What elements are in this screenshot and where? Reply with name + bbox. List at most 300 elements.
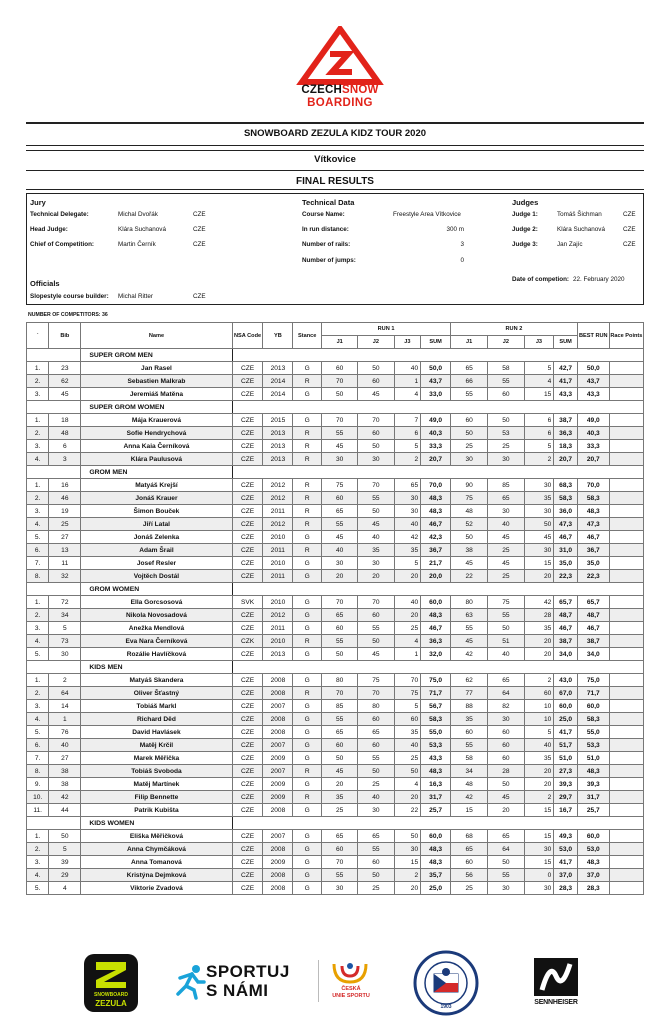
cell-r1sum: 20,0 bbox=[421, 570, 451, 583]
cell-stance: G bbox=[293, 713, 322, 726]
cell-r2j1: 15 bbox=[451, 804, 488, 817]
category-spacer bbox=[27, 349, 81, 362]
cell-r1j1: 35 bbox=[322, 791, 358, 804]
cell-rank: 3. bbox=[27, 856, 49, 869]
cell-r1j3: 65 bbox=[394, 479, 421, 492]
cell-r2j2: 58 bbox=[488, 362, 524, 375]
cell-r1j3: 50 bbox=[394, 765, 421, 778]
cell-r1j3: 5 bbox=[394, 557, 421, 570]
cell-best: 31,7 bbox=[577, 791, 609, 804]
judge-label: Judge 1: bbox=[512, 211, 538, 218]
cell-rank: 3. bbox=[27, 505, 49, 518]
cell-best: 20,7 bbox=[577, 453, 609, 466]
sponsor-divider bbox=[318, 960, 319, 1002]
cell-rank: 4. bbox=[27, 635, 49, 648]
cell-r2j1: 77 bbox=[451, 687, 488, 700]
cell-r2j3: 15 bbox=[524, 557, 554, 570]
cell-r1sum: 20,7 bbox=[421, 453, 451, 466]
jury-label: Head Judge: bbox=[30, 226, 68, 233]
cell-name: Jan Rasel bbox=[81, 362, 232, 375]
cell-r2j3: 0 bbox=[524, 869, 554, 882]
cell-r2sum: 67,0 bbox=[554, 687, 577, 700]
cell-yb: 2010 bbox=[263, 531, 293, 544]
category-row bbox=[27, 349, 644, 362]
cell-r1j1: 80 bbox=[322, 674, 358, 687]
category-spacer bbox=[232, 401, 643, 414]
cell-r2j3: 30 bbox=[524, 882, 554, 895]
cell-stance: R bbox=[293, 791, 322, 804]
cell-r1sum: 70,0 bbox=[421, 479, 451, 492]
cell-stance: G bbox=[293, 856, 322, 869]
cell-bib: 50 bbox=[49, 830, 81, 843]
cell-nsa: CZE bbox=[232, 440, 263, 453]
table-row bbox=[27, 427, 644, 440]
cell-points bbox=[609, 635, 643, 648]
cell-r2j1: 65 bbox=[451, 362, 488, 375]
cell-name: Anna Chymčáková bbox=[81, 843, 232, 856]
cell-r1j1: 55 bbox=[322, 635, 358, 648]
cell-rank: 1. bbox=[27, 830, 49, 843]
sportuj-s-nami-logo bbox=[174, 962, 314, 1002]
cell-r1sum: 16,3 bbox=[421, 778, 451, 791]
cell-best: 75,0 bbox=[577, 674, 609, 687]
cell-rank: 11. bbox=[27, 804, 49, 817]
cell-r1sum: 60,0 bbox=[421, 596, 451, 609]
cell-bib: 3 bbox=[49, 453, 81, 466]
table-row bbox=[27, 414, 644, 427]
cell-yb: 2012 bbox=[263, 518, 293, 531]
cell-points bbox=[609, 453, 643, 466]
cell-rank: 1. bbox=[27, 596, 49, 609]
divider bbox=[26, 170, 644, 171]
cell-stance: G bbox=[293, 882, 322, 895]
cell-bib: 16 bbox=[49, 479, 81, 492]
cell-r2j3: 20 bbox=[524, 635, 554, 648]
jury-nsa: CZE bbox=[193, 211, 206, 218]
cell-stance: G bbox=[293, 362, 322, 375]
cell-r1j2: 60 bbox=[358, 609, 394, 622]
table-row bbox=[27, 531, 644, 544]
cell-yb: 2013 bbox=[263, 427, 293, 440]
cell-r2j2: 65 bbox=[488, 492, 524, 505]
cell-bib: 39 bbox=[49, 856, 81, 869]
cell-name: David Havlásek bbox=[81, 726, 232, 739]
results-table bbox=[26, 322, 644, 895]
cell-r1j3: 5 bbox=[394, 440, 421, 453]
cell-bib: 45 bbox=[49, 388, 81, 401]
jury-nsa: CZE bbox=[193, 226, 206, 233]
technical-label: Number of jumps: bbox=[302, 257, 356, 264]
cell-rank: 1. bbox=[27, 479, 49, 492]
cell-r1j2: 65 bbox=[358, 726, 394, 739]
cell-name: Jiří Latal bbox=[81, 518, 232, 531]
table-row bbox=[27, 622, 644, 635]
technical-value: 0 bbox=[460, 257, 464, 264]
cell-bib: 27 bbox=[49, 531, 81, 544]
cell-r1j3: 42 bbox=[394, 531, 421, 544]
cell-r1j3: 40 bbox=[394, 596, 421, 609]
cell-r1j2: 30 bbox=[358, 453, 394, 466]
cell-nsa: CZE bbox=[232, 687, 263, 700]
cell-r2j3: 2 bbox=[524, 674, 554, 687]
cell-r1j1: 70 bbox=[322, 856, 358, 869]
table-row bbox=[27, 609, 644, 622]
cell-r2j1: 60 bbox=[451, 726, 488, 739]
cell-r1j2: 70 bbox=[358, 414, 394, 427]
cell-r2sum: 38,7 bbox=[554, 635, 577, 648]
cell-nsa: CZE bbox=[232, 622, 263, 635]
cell-points bbox=[609, 804, 643, 817]
cell-best: 58,3 bbox=[577, 713, 609, 726]
cell-stance: G bbox=[293, 700, 322, 713]
cell-bib: 62 bbox=[49, 375, 81, 388]
cell-rank: 3. bbox=[27, 622, 49, 635]
header-run2: RUN 2 bbox=[451, 323, 578, 336]
table-row bbox=[27, 388, 644, 401]
cell-rank: 4. bbox=[27, 518, 49, 531]
cell-r2j3: 2 bbox=[524, 453, 554, 466]
cell-yb: 2014 bbox=[263, 375, 293, 388]
cell-best: 53,0 bbox=[577, 843, 609, 856]
cell-nsa: CZE bbox=[232, 739, 263, 752]
cell-r2j2: 50 bbox=[488, 414, 524, 427]
cell-r1sum: 31,7 bbox=[421, 791, 451, 804]
cell-best: 43,7 bbox=[577, 375, 609, 388]
cell-r2j3: 40 bbox=[524, 739, 554, 752]
cell-bib: 34 bbox=[49, 609, 81, 622]
cell-r1j3: 25 bbox=[394, 752, 421, 765]
cell-r1j2: 40 bbox=[358, 531, 394, 544]
cell-stance: G bbox=[293, 869, 322, 882]
cell-r1j1: 30 bbox=[322, 882, 358, 895]
cell-r2j1: 22 bbox=[451, 570, 488, 583]
cell-r2sum: 49,3 bbox=[554, 830, 577, 843]
technical-value: Freestyle Area Vítkovice bbox=[393, 211, 461, 218]
date-value: 22. February 2020 bbox=[573, 276, 625, 283]
cell-name: Tobiáš Markl bbox=[81, 700, 232, 713]
cell-r2j3: 20 bbox=[524, 570, 554, 583]
cell-r1j2: 75 bbox=[358, 674, 394, 687]
cell-r2j1: 45 bbox=[451, 557, 488, 570]
cell-r1j3: 4 bbox=[394, 635, 421, 648]
cell-bib: 18 bbox=[49, 414, 81, 427]
header-run1-j2: J2 bbox=[358, 336, 394, 349]
cell-r1sum: 33,0 bbox=[421, 388, 451, 401]
cell-name: Kristýna Dejmková bbox=[81, 869, 232, 882]
cell-points bbox=[609, 388, 643, 401]
cell-rank: 3. bbox=[27, 700, 49, 713]
technical-heading: Technical Data bbox=[302, 198, 355, 207]
cell-r2j2: 55 bbox=[488, 869, 524, 882]
cell-nsa: CZE bbox=[232, 765, 263, 778]
cell-best: 60,0 bbox=[577, 830, 609, 843]
cell-rank: 2. bbox=[27, 687, 49, 700]
jury-label: Technical Delegate: bbox=[30, 211, 89, 218]
table-row bbox=[27, 856, 644, 869]
cell-r2j2: 64 bbox=[488, 843, 524, 856]
cell-yb: 2008 bbox=[263, 674, 293, 687]
cell-rank: 6. bbox=[27, 739, 49, 752]
cell-yb: 2008 bbox=[263, 804, 293, 817]
cell-bib: 6 bbox=[49, 440, 81, 453]
category-spacer bbox=[232, 583, 643, 596]
cell-nsa: CZE bbox=[232, 713, 263, 726]
cell-points bbox=[609, 479, 643, 492]
cell-best: 38,7 bbox=[577, 635, 609, 648]
cell-r2j1: 42 bbox=[451, 648, 488, 661]
cell-best: 48,7 bbox=[577, 609, 609, 622]
cell-r2j3: 10 bbox=[524, 713, 554, 726]
cell-r1j1: 25 bbox=[322, 804, 358, 817]
cell-rank: 2. bbox=[27, 492, 49, 505]
cell-points bbox=[609, 778, 643, 791]
cell-r2j1: 58 bbox=[451, 752, 488, 765]
cell-yb: 2009 bbox=[263, 856, 293, 869]
cell-nsa: CZE bbox=[232, 804, 263, 817]
cell-yb: 2010 bbox=[263, 635, 293, 648]
cell-points bbox=[609, 544, 643, 557]
cell-rank: 2. bbox=[27, 843, 49, 856]
cell-yb: 2015 bbox=[263, 414, 293, 427]
cell-best: 35,0 bbox=[577, 557, 609, 570]
cell-name: Tobiáš Svoboda bbox=[81, 765, 232, 778]
cell-bib: 30 bbox=[49, 648, 81, 661]
cell-r1j3: 15 bbox=[394, 856, 421, 869]
cell-rank: 4. bbox=[27, 869, 49, 882]
cell-points bbox=[609, 492, 643, 505]
cell-rank: 8. bbox=[27, 765, 49, 778]
cell-stance: G bbox=[293, 570, 322, 583]
cell-points bbox=[609, 856, 643, 869]
cell-yb: 2010 bbox=[263, 596, 293, 609]
judge-name: Tomáš Šichman bbox=[557, 211, 602, 218]
cell-r1sum: 46,7 bbox=[421, 622, 451, 635]
cell-r2j3: 28 bbox=[524, 609, 554, 622]
cell-best: 71,7 bbox=[577, 687, 609, 700]
cell-points bbox=[609, 427, 643, 440]
cell-bib: 40 bbox=[49, 739, 81, 752]
cell-r2sum: 68,3 bbox=[554, 479, 577, 492]
table-row bbox=[27, 700, 644, 713]
cell-name: Josef Resler bbox=[81, 557, 232, 570]
table-row bbox=[27, 830, 644, 843]
cell-r1j1: 65 bbox=[322, 505, 358, 518]
cell-points bbox=[609, 440, 643, 453]
judge-name: Jan Zajíc bbox=[557, 241, 583, 248]
cell-r1j3: 35 bbox=[394, 544, 421, 557]
cell-r2j2: 85 bbox=[488, 479, 524, 492]
cell-stance: G bbox=[293, 388, 322, 401]
cell-r1j3: 6 bbox=[394, 427, 421, 440]
cell-r2sum: 34,0 bbox=[554, 648, 577, 661]
cell-r2j1: 48 bbox=[451, 778, 488, 791]
cell-points bbox=[609, 570, 643, 583]
cell-r2j2: 45 bbox=[488, 531, 524, 544]
cell-r2j2: 53 bbox=[488, 427, 524, 440]
jury-heading: Jury bbox=[30, 198, 46, 207]
cell-stance: G bbox=[293, 648, 322, 661]
cell-r2j3: 15 bbox=[524, 830, 554, 843]
cell-r2j2: 60 bbox=[488, 739, 524, 752]
svaz-year: 1903 bbox=[440, 1004, 452, 1010]
category-spacer bbox=[27, 583, 81, 596]
cell-r1sum: 21,7 bbox=[421, 557, 451, 570]
cell-bib: 29 bbox=[49, 869, 81, 882]
cell-r2j1: 25 bbox=[451, 440, 488, 453]
table-row bbox=[27, 479, 644, 492]
cell-r2sum: 41,7 bbox=[554, 856, 577, 869]
cell-r2j1: 62 bbox=[451, 674, 488, 687]
cell-r1j2: 55 bbox=[358, 622, 394, 635]
cell-r2j3: 5 bbox=[524, 726, 554, 739]
cell-r1j2: 50 bbox=[358, 635, 394, 648]
cell-r2j3: 4 bbox=[524, 375, 554, 388]
technical-value: 3 bbox=[460, 241, 464, 248]
cell-r2j1: 50 bbox=[451, 531, 488, 544]
cell-r2j3: 30 bbox=[524, 479, 554, 492]
cell-r2j1: 75 bbox=[451, 492, 488, 505]
sennheiser-emblem-icon bbox=[534, 958, 578, 996]
divider bbox=[26, 150, 644, 151]
cell-points bbox=[609, 609, 643, 622]
brand-snow: SNOW bbox=[342, 84, 379, 96]
cell-best: 49,0 bbox=[577, 414, 609, 427]
snowboard-zezula-logo bbox=[80, 952, 142, 1014]
cell-stance: G bbox=[293, 830, 322, 843]
cell-points bbox=[609, 882, 643, 895]
cell-rank: 7. bbox=[27, 752, 49, 765]
cell-r2j3: 15 bbox=[524, 804, 554, 817]
cell-r1j1: 60 bbox=[322, 843, 358, 856]
cell-r1sum: 48,3 bbox=[421, 505, 451, 518]
judge-nsa: CZE bbox=[623, 211, 636, 218]
category-spacer bbox=[232, 466, 643, 479]
cell-r1sum: 58,3 bbox=[421, 713, 451, 726]
table-row bbox=[27, 765, 644, 778]
cell-r1j1: 55 bbox=[322, 427, 358, 440]
cell-r1sum: 25,0 bbox=[421, 882, 451, 895]
cell-r2j1: 30 bbox=[451, 453, 488, 466]
cell-r1sum: 43,7 bbox=[421, 375, 451, 388]
cell-stance: G bbox=[293, 674, 322, 687]
cell-r1j3: 2 bbox=[394, 453, 421, 466]
cell-yb: 2008 bbox=[263, 843, 293, 856]
cell-r1j2: 30 bbox=[358, 804, 394, 817]
cell-rank: 3. bbox=[27, 388, 49, 401]
cell-nsa: CZE bbox=[232, 882, 263, 895]
cell-r1j2: 60 bbox=[358, 427, 394, 440]
cell-r2sum: 25,0 bbox=[554, 713, 577, 726]
runner-icon bbox=[174, 964, 206, 1000]
cell-r2j1: 60 bbox=[451, 414, 488, 427]
cell-stance: G bbox=[293, 726, 322, 739]
cell-points bbox=[609, 687, 643, 700]
cell-best: 43,3 bbox=[577, 388, 609, 401]
cell-bib: 42 bbox=[49, 791, 81, 804]
cell-r2j2: 55 bbox=[488, 375, 524, 388]
cell-points bbox=[609, 557, 643, 570]
cell-r1sum: 71,7 bbox=[421, 687, 451, 700]
technical-label: In run distance: bbox=[302, 226, 349, 233]
cell-points bbox=[609, 531, 643, 544]
cell-points bbox=[609, 830, 643, 843]
cell-stance: G bbox=[293, 622, 322, 635]
cell-r1j2: 50 bbox=[358, 765, 394, 778]
cell-r2j1: 52 bbox=[451, 518, 488, 531]
cell-name: Sebastien Malkrab bbox=[81, 375, 232, 388]
event-title: SNOWBOARD ZEZULA KIDZ TOUR 2020 bbox=[243, 128, 427, 139]
cell-r1j3: 20 bbox=[394, 882, 421, 895]
divider bbox=[26, 122, 644, 124]
cell-bib: 73 bbox=[49, 635, 81, 648]
cell-r1j3: 70 bbox=[394, 674, 421, 687]
sennheiser-text: SENNHEISER bbox=[534, 999, 578, 1006]
cell-best: 22,3 bbox=[577, 570, 609, 583]
cell-r2sum: 46,7 bbox=[554, 531, 577, 544]
cell-nsa: CZE bbox=[232, 752, 263, 765]
cell-r1sum: 25,7 bbox=[421, 804, 451, 817]
cell-r1sum: 36,3 bbox=[421, 635, 451, 648]
cell-r2j2: 30 bbox=[488, 453, 524, 466]
cell-rank: 5. bbox=[27, 648, 49, 661]
cell-r2j2: 82 bbox=[488, 700, 524, 713]
cell-r1j2: 60 bbox=[358, 739, 394, 752]
cell-r1j3: 7 bbox=[394, 414, 421, 427]
cell-nsa: CZE bbox=[232, 726, 263, 739]
cell-bib: 19 bbox=[49, 505, 81, 518]
cell-r2j2: 64 bbox=[488, 687, 524, 700]
cell-r2sum: 28,3 bbox=[554, 882, 577, 895]
sportuj-line2: S NÁMI bbox=[206, 981, 269, 1000]
cell-stance: R bbox=[293, 440, 322, 453]
cell-rank: 2. bbox=[27, 427, 49, 440]
cell-stance: R bbox=[293, 479, 322, 492]
cell-name: Nikola Novosadová bbox=[81, 609, 232, 622]
cell-r1j1: 60 bbox=[322, 622, 358, 635]
cell-r1j3: 20 bbox=[394, 791, 421, 804]
cell-rank: 5. bbox=[27, 726, 49, 739]
cell-best: 37,0 bbox=[577, 869, 609, 882]
cell-bib: 76 bbox=[49, 726, 81, 739]
cell-bib: 23 bbox=[49, 362, 81, 375]
cell-name: Rozálie Havlíčková bbox=[81, 648, 232, 661]
cell-stance: G bbox=[293, 557, 322, 570]
cell-name: Patrik Kubišta bbox=[81, 804, 232, 817]
cell-best: 34,0 bbox=[577, 648, 609, 661]
cell-r1j2: 25 bbox=[358, 778, 394, 791]
cell-points bbox=[609, 674, 643, 687]
cell-r1j2: 65 bbox=[358, 830, 394, 843]
cell-r1j3: 50 bbox=[394, 830, 421, 843]
cell-points bbox=[609, 726, 643, 739]
cell-r2j3: 20 bbox=[524, 648, 554, 661]
header-run1-j3: J3 bbox=[394, 336, 421, 349]
cell-r1j3: 1 bbox=[394, 375, 421, 388]
header-run2-j1: J1 bbox=[451, 336, 488, 349]
cell-bib: 48 bbox=[49, 427, 81, 440]
cell-r2j3: 60 bbox=[524, 687, 554, 700]
cell-r2j3: 15 bbox=[524, 388, 554, 401]
cell-r2sum: 37,0 bbox=[554, 869, 577, 882]
cell-r2j2: 50 bbox=[488, 856, 524, 869]
cell-stance: G bbox=[293, 739, 322, 752]
cell-r1j2: 55 bbox=[358, 843, 394, 856]
cell-stance: R bbox=[293, 427, 322, 440]
cell-r2sum: 31,0 bbox=[554, 544, 577, 557]
cell-r1j2: 30 bbox=[358, 557, 394, 570]
table-row bbox=[27, 674, 644, 687]
cell-best: 48,3 bbox=[577, 856, 609, 869]
